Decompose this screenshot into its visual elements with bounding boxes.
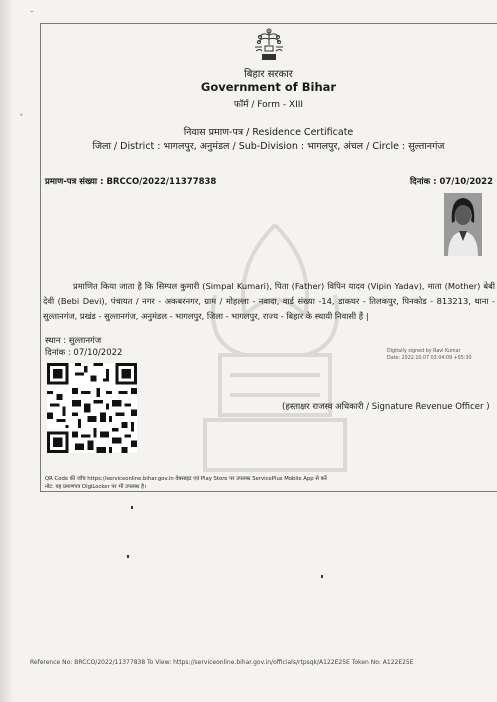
form-number: फॉर्म / Form - XIII [233, 100, 304, 110]
scan-speck [127, 555, 129, 558]
digital-signature-date: Date: 2022.10.07 03:04:09 +05:30 [387, 356, 472, 361]
qr-note-line1: QR Code की जाँच https://serviceonline.bihar.gov.in वेबसाइट एवं Play Store पर उपलब्ध ServicePlus Mobile App से करें [45, 476, 327, 482]
certificate-date: दिनांक : 07/10/2022 [409, 177, 493, 187]
district-line: जिला / District : भागलपुर, अनुमंडल / Sub-Division : भागलपुर, अंचल / Circle : सुल्तानगंज [92, 141, 445, 152]
hindi-government-title: बिहार सरकार [244, 69, 293, 80]
scan-mark: ᵥ [20, 110, 23, 118]
applicant-photo [444, 193, 482, 256]
certificate-number: प्रमाण-पत्र संख्या : BRCCO/2022/11377838 [45, 177, 217, 187]
issue-date: दिनांक : 07/10/2022 [45, 348, 123, 358]
scan-mark: – [30, 7, 34, 15]
bihar-emblem-icon [250, 27, 288, 65]
certificate-body: प्रमाणित किया जाता है कि सिम्पल कुमारी (Simpal Kumari), पिता (Father) विपिन यादव (Vipin Yadav), माता (Mother) बेबी देवी (Bebi Devi), पंचायत / नगर - अकबरनगर, ग्राम / मोहल्ला - नवादा, वार्ड संख्या -14, डाकघर - तिलकपुर, पिनकोड - 813213, थाना - सुल्तानगंज, प्रखंड - सुल्तानगंज, अनुमंडल - भागलपुर, जिला - भागलपुर, राज्य - बिहार के स्थायी निवासी हैं | [43, 281, 495, 321]
scan-speck [321, 575, 323, 578]
page-edge-shadow [0, 0, 14, 702]
scan-speck [131, 506, 133, 509]
officer-signature-label: (हस्ताक्षर राजस्व अधिकारी / Signature Revenue Officer ) [282, 402, 490, 412]
issue-place: स्थान : सुल्तानगंज [45, 336, 102, 346]
reference-footer: Reference No: BRCCO/2022/11377838 To View: https://serviceonline.bihar.gov.in/officials/rtpsqk/A122E25E Token No: A122E25E [30, 659, 414, 666]
digital-signature [387, 348, 472, 362]
digital-signature-name: Digitally signed by Ravi Kumar [387, 349, 461, 354]
qr-code-icon [47, 363, 137, 453]
emblem-watermark [175, 205, 375, 485]
qr-note-line2: नोट: यह प्रमाणपत्र DigiLocker पर भी उपलब्ध है। [45, 484, 146, 490]
qr-verification-note [45, 475, 327, 491]
certificate-type: निवास प्रमाण-पत्र / Residence Certificate [183, 127, 354, 138]
government-title: Government of Bihar [200, 80, 337, 94]
